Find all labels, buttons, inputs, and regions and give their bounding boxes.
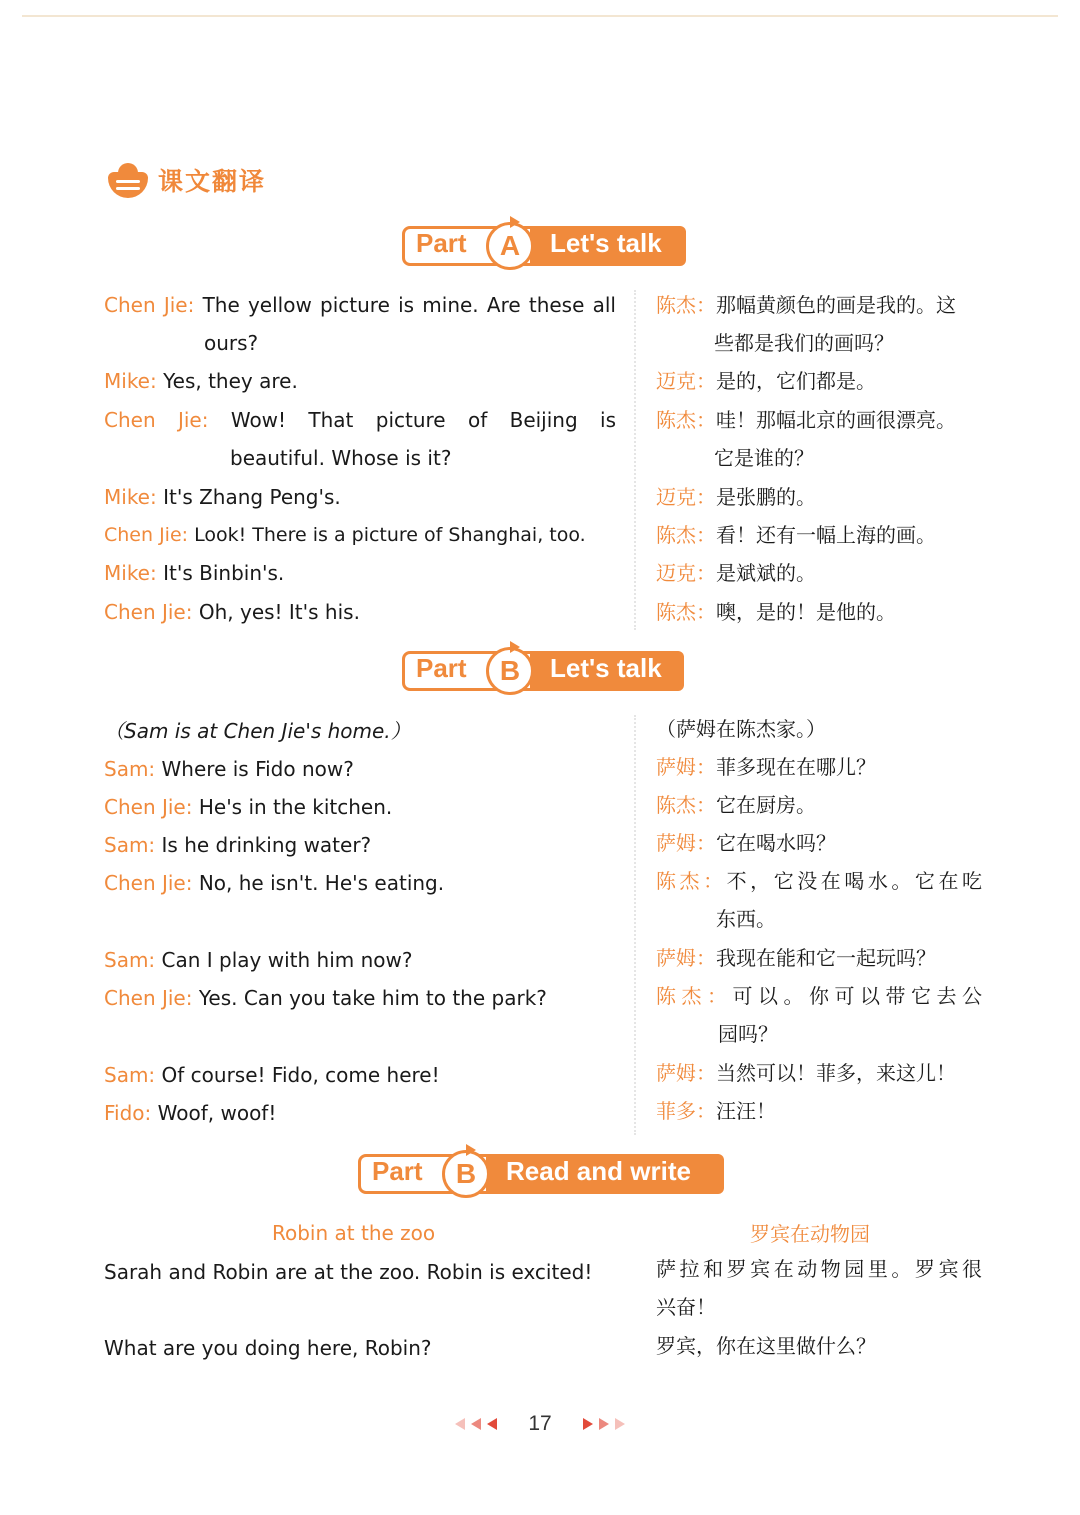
next-arrow-icon <box>615 1418 625 1430</box>
top-rule <box>22 15 1058 17</box>
section-title: 课文翻译 <box>158 167 267 196</box>
story-title-en: Robin at the zoo <box>272 1221 436 1245</box>
prev-arrow-icon <box>471 1418 481 1430</box>
page-number: 17 <box>528 1412 552 1436</box>
story-paragraph-cn: 萨拉和罗宾在动物园里。罗宾很 <box>656 1257 982 1281</box>
part-letter-badge: B <box>486 647 534 695</box>
dialogue-line-en: Chen Jie: Wow! That picture of Beijing is <box>104 408 616 432</box>
part-b-talk-banner <box>402 645 684 697</box>
part-letter-badge: B <box>442 1150 490 1198</box>
scene-note-en: （Sam is at Chen Jie's home.） <box>104 719 411 743</box>
prev-arrow-icon <box>455 1418 465 1430</box>
dialogue-line-en: Mike: Yes, they are. <box>104 369 298 393</box>
arrow-icon <box>510 216 520 228</box>
story-paragraph-cn: 罗宾，你在这里做什么？ <box>656 1334 876 1358</box>
dialogue-line-en: Sam: Where is Fido now? <box>104 757 354 781</box>
part-b-read-banner <box>358 1148 724 1200</box>
dialogue-line-cn-cont: 东西。 <box>716 907 776 931</box>
dialogue-line-en: Mike: It's Zhang Peng's. <box>104 485 341 509</box>
dialogue-line-cn-cont: 园吗？ <box>718 1022 778 1046</box>
dialogue-line-en: Chen Jie: Yes. Can you take him to the park? <box>104 986 547 1010</box>
story-paragraph-en: What are you doing here, Robin? <box>104 1336 432 1360</box>
dialogue-line-en: Sam: Is he drinking water? <box>104 833 372 857</box>
part-label: Part <box>416 653 467 683</box>
story-paragraph-en: Sarah and Robin are at the zoo. Robin is excited! <box>104 1260 593 1284</box>
dialogue-line-cn: 陈杰：不，它没在喝水。它在吃 <box>656 869 983 893</box>
dialogue-line-en: Sam: Of course! Fido, come here! <box>104 1063 440 1087</box>
dialogue-line-en: Chen Jie: No, he isn't. He's eating. <box>104 871 445 895</box>
story-paragraph-cn-cont: 兴奋！ <box>656 1295 716 1319</box>
part-label: Part <box>416 228 467 258</box>
dialogue-line-cn: 陈杰：它在厨房。 <box>656 793 816 817</box>
next-arrow-icon <box>583 1418 593 1430</box>
dialogue-line-cn: 陈杰：看！还有一幅上海的画。 <box>656 523 936 547</box>
section-heading <box>104 160 266 200</box>
next-arrow-icon <box>599 1418 609 1430</box>
dialogue-line-cn: 萨姆：它在喝水吗？ <box>656 831 836 855</box>
part-title: Read and write <box>506 1156 691 1186</box>
dialogue-line-cn: 菲多：汪汪！ <box>656 1099 776 1123</box>
dialogue-line-cn: 迈克：是的，它们都是。 <box>656 369 876 393</box>
part-a-banner <box>402 220 686 272</box>
dialogue-line-en-cont: beautiful. Whose is it? <box>230 446 452 470</box>
column-divider <box>634 715 636 1135</box>
dialogue-line-cn: 陈杰：可以。你可以带它去公 <box>656 984 982 1008</box>
dialogue-line-cn: 迈克：是张鹏的。 <box>656 485 816 509</box>
arrow-icon <box>466 1144 476 1156</box>
prev-arrow-icon <box>487 1418 497 1430</box>
dialogue-line-cn: 陈杰：噢，是的！是他的。 <box>656 600 896 624</box>
dialogue-line-cn: 迈克：是斌斌的。 <box>656 561 816 585</box>
column-divider <box>634 290 636 630</box>
arrow-icon <box>510 641 520 653</box>
dialogue-line-en: Chen Jie: The yellow picture is mine. Are these all <box>104 293 616 317</box>
dialogue-line-cn-cont: 它是谁的？ <box>714 446 814 470</box>
dialogue-line-en: Sam: Can I play with him now? <box>104 948 413 972</box>
dialogue-line-cn: 陈杰：那幅黄颜色的画是我的。这 <box>656 293 956 317</box>
dialogue-line-en: Mike: It's Binbin's. <box>104 561 285 585</box>
dialogue-line-cn: 萨姆：当然可以！菲多，来这儿！ <box>656 1061 956 1085</box>
dialogue-line-cn: 陈杰：哇！那幅北京的画很漂亮。 <box>656 408 956 432</box>
dialogue-line-en-cont: ours? <box>204 331 259 355</box>
part-label: Part <box>372 1156 423 1186</box>
scene-note-cn: （萨姆在陈杰家。） <box>656 717 826 741</box>
part-letter-badge: A <box>486 222 534 270</box>
dialogue-line-cn: 萨姆：我现在能和它一起玩吗？ <box>656 946 936 970</box>
bowl-icon <box>104 160 152 200</box>
part-title: Let's talk <box>550 653 662 683</box>
page-number-footer <box>0 1412 1080 1436</box>
dialogue-line-en: Chen Jie: Look! There is a picture of Shanghai, too. <box>104 524 586 546</box>
dialogue-line-cn-cont: 些都是我们的画吗？ <box>714 331 894 355</box>
dialogue-line-en: Fido: Woof, woof! <box>104 1101 277 1125</box>
dialogue-line-en: Chen Jie: Oh, yes! It's his. <box>104 600 360 624</box>
dialogue-line-en: Chen Jie: He's in the kitchen. <box>104 795 393 819</box>
dialogue-line-cn: 萨姆：菲多现在在哪儿？ <box>656 755 876 779</box>
story-title-cn: 罗宾在动物园 <box>750 1222 870 1246</box>
part-title: Let's talk <box>550 228 662 258</box>
